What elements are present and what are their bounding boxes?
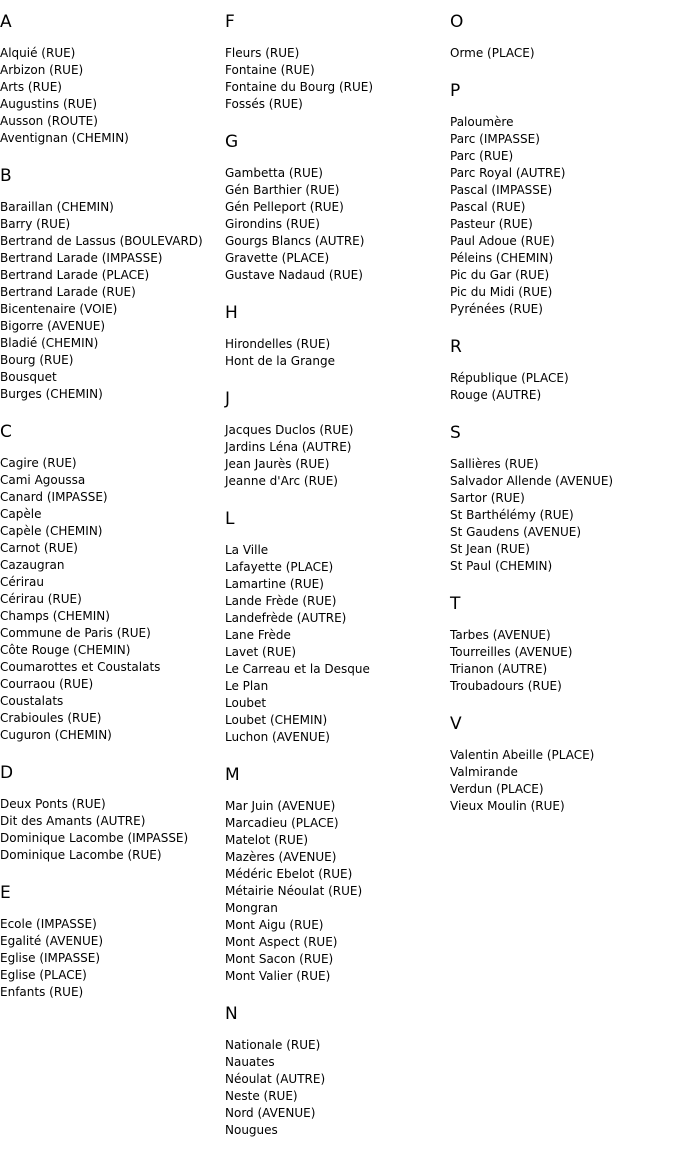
street-link[interactable]: Bigorre (AVENUE) [0,319,106,333]
street-link[interactable]: Landefrède (AUTRE) [225,611,347,625]
street-link[interactable]: Deux Ponts (RUE) [0,797,106,811]
street-link[interactable]: Loubet (CHEMIN) [225,713,328,727]
street-link[interactable]: République (PLACE) [450,371,569,385]
street-link[interactable]: Coustalats [0,694,64,708]
street-link[interactable]: St Barthélémy (RUE) [450,508,574,522]
street-link[interactable]: Girondins (RUE) [225,217,320,231]
street-link[interactable]: Gén Pelleport (RUE) [225,200,344,214]
street-link[interactable]: Métairie Néoulat (RUE) [225,884,363,898]
letter-group [225,303,450,370]
street-link[interactable]: Mont Aigu (RUE) [225,918,324,932]
street-link[interactable]: Capèle [0,507,42,521]
letter-heading: H [225,303,238,323]
letter-heading: G [225,132,239,152]
street-link[interactable]: Arts (RUE) [0,80,62,94]
street-link[interactable]: Orme (PLACE) [450,46,535,60]
street-list [0,199,225,403]
letter-heading: T [450,594,461,614]
street-link[interactable]: Pasteur (RUE) [450,217,533,231]
street-list [0,796,225,864]
street-list [450,456,675,575]
street-link[interactable]: Marcadieu (PLACE) [225,816,339,830]
street-index [0,12,675,1158]
street-link[interactable]: Enfants (RUE) [0,985,84,999]
street-link[interactable]: Gén Barthier (RUE) [225,183,340,197]
letter-group [0,12,225,147]
street-link[interactable]: Dominique Lacombe (RUE) [0,848,162,862]
street-list [225,1037,450,1139]
street-link[interactable]: Bertrand Larade (RUE) [0,285,136,299]
street-link[interactable]: St Gaudens (AVENUE) [450,525,582,539]
street-link[interactable]: Burges (CHEMIN) [0,387,103,401]
street-list [0,45,225,147]
street-link[interactable]: Arbizon (RUE) [0,63,84,77]
letter-group [0,883,225,1001]
street-link[interactable]: Eglise (IMPASSE) [0,951,101,965]
street-link[interactable]: Commune de Paris (RUE) [0,626,151,640]
street-link[interactable]: Nougues [225,1123,278,1137]
street-link[interactable]: Fleurs (RUE) [225,46,300,60]
letter-heading: F [225,12,235,32]
letter-group [450,714,675,815]
street-link[interactable]: Mont Sacon (RUE) [225,952,334,966]
street-link[interactable]: Cazaugran [0,558,65,572]
street-link[interactable]: Néoulat (AUTRE) [225,1072,326,1086]
street-link[interactable]: Pascal (IMPASSE) [450,183,553,197]
letter-group [450,12,675,62]
letter-heading: V [450,714,462,734]
street-link[interactable]: Lande Frède (RUE) [225,594,337,608]
letter-group [450,423,675,575]
street-link[interactable]: Courraou (RUE) [0,677,94,691]
street-link[interactable]: Luchon (AVENUE) [225,730,330,744]
letter-group [0,422,225,744]
street-link[interactable]: Bertrand de Lassus (BOULEVARD) [0,234,203,248]
street-link[interactable]: Jardins Léna (AUTRE) [225,440,352,454]
letter-group [0,763,225,864]
street-link[interactable]: Pic du Gar (RUE) [450,268,550,282]
street-link[interactable]: Lane Frède [225,628,291,642]
street-list [450,627,675,695]
street-link[interactable]: Loubet [225,696,267,710]
street-link[interactable]: Gustave Nadaud (RUE) [225,268,363,282]
letter-heading: N [225,1004,238,1024]
letter-heading: S [450,423,461,443]
letter-heading: C [0,422,12,442]
street-list [225,336,450,370]
street-link[interactable]: Matelot (RUE) [225,833,309,847]
street-link[interactable]: Jacques Duclos (RUE) [225,423,354,437]
letter-group [450,337,675,404]
street-link[interactable]: Lafayette (PLACE) [225,560,334,574]
street-link[interactable]: Rouge (AUTRE) [450,388,542,402]
street-link[interactable]: Bertrand Larade (PLACE) [0,268,150,282]
street-list [225,165,450,284]
street-link[interactable]: Pic du Midi (RUE) [450,285,553,299]
street-list [450,370,675,404]
street-link[interactable]: Gambetta (RUE) [225,166,323,180]
street-link[interactable]: Cuguron (CHEMIN) [0,728,112,742]
street-link[interactable]: Tourreilles (AVENUE) [450,645,573,659]
street-list [225,542,450,746]
street-link[interactable]: Bicentenaire (VOIE) [0,302,118,316]
street-link[interactable]: Nord (AVENUE) [225,1106,316,1120]
street-link[interactable]: Fontaine (RUE) [225,63,315,77]
street-list [225,45,450,113]
street-link[interactable]: Lavet (RUE) [225,645,297,659]
street-link[interactable]: Hont de la Grange [225,354,335,368]
street-list [225,798,450,985]
street-list [225,422,450,490]
street-link[interactable]: Aventignan (CHEMIN) [0,131,129,145]
letter-group [450,81,675,318]
street-link[interactable]: Paloumère [450,115,514,129]
street-list [450,114,675,318]
street-link[interactable]: Fontaine du Bourg (RUE) [225,80,374,94]
street-link[interactable]: Egalité (AVENUE) [0,934,104,948]
index-column [225,12,450,1158]
street-link[interactable]: Jean Jaurès (RUE) [225,457,330,471]
street-list [0,455,225,744]
street-link[interactable]: Trianon (AUTRE) [450,662,548,676]
street-link[interactable]: Nauates [225,1055,275,1069]
street-link[interactable]: Mongran [225,901,278,915]
street-link[interactable]: Neste (RUE) [225,1089,298,1103]
street-link[interactable]: Mar Juin (AVENUE) [225,799,336,813]
street-link[interactable]: Pascal (RUE) [450,200,526,214]
street-link[interactable]: La Ville [225,543,269,557]
street-link[interactable]: Ausson (ROUTE) [0,114,98,128]
street-link[interactable]: Canard (IMPASSE) [0,490,108,504]
letter-heading: R [450,337,462,357]
street-link[interactable]: Gourgs Blancs (AUTRE) [225,234,365,248]
street-link[interactable]: Bladié (CHEMIN) [0,336,99,350]
street-link[interactable]: Médéric Ebelot (RUE) [225,867,353,881]
letter-group [225,765,450,985]
letter-heading: L [225,509,235,529]
street-link[interactable]: Sartor (RUE) [450,491,525,505]
street-link[interactable]: Coumarottes et Coustalats [0,660,161,674]
letter-group [225,389,450,490]
street-list [0,916,225,1001]
street-link[interactable]: Crabioules (RUE) [0,711,102,725]
street-link[interactable]: St Paul (CHEMIN) [450,559,553,573]
street-link[interactable]: Sallières (RUE) [450,457,539,471]
street-link[interactable]: Tarbes (AVENUE) [450,628,551,642]
street-link[interactable]: Eglise (PLACE) [0,968,87,982]
letter-group [225,12,450,113]
street-link[interactable]: Nationale (RUE) [225,1038,321,1052]
street-link[interactable]: Baraillan (CHEMIN) [0,200,114,214]
street-link[interactable]: Le Carreau et la Desque [225,662,370,676]
street-link[interactable]: Lamartine (RUE) [225,577,324,591]
street-link[interactable]: Pyrénées (RUE) [450,302,543,316]
street-link[interactable]: Capèle (CHEMIN) [0,524,103,538]
index-column [0,12,225,1020]
index-column [450,12,675,834]
street-link[interactable]: Bertrand Larade (IMPASSE) [0,251,163,265]
street-link[interactable]: Augustins (RUE) [0,97,98,111]
street-link[interactable]: Ecole (IMPASSE) [0,917,97,931]
letter-heading: O [450,12,464,32]
street-link[interactable]: Parc (RUE) [450,149,514,163]
letter-group [225,132,450,284]
letter-heading: M [225,765,240,785]
letter-heading: D [0,763,14,783]
street-link[interactable]: Salvador Allende (AVENUE) [450,474,614,488]
street-link[interactable]: Parc Royal (AUTRE) [450,166,566,180]
letter-heading: J [225,389,231,409]
street-link[interactable]: Péleins (CHEMIN) [450,251,554,265]
street-link[interactable]: Cérirau (RUE) [0,592,82,606]
street-link[interactable]: Bourg (RUE) [0,353,74,367]
letter-heading: E [0,883,11,903]
letter-heading: P [450,81,461,101]
street-link[interactable]: Cagire (RUE) [0,456,77,470]
street-link[interactable]: Cami Agoussa [0,473,86,487]
street-link[interactable]: St Jean (RUE) [450,542,530,556]
street-link[interactable]: Bousquet [0,370,57,384]
street-link[interactable]: Mont Valier (RUE) [225,969,331,983]
street-link[interactable]: Verdun (PLACE) [450,782,544,796]
letter-group [0,166,225,403]
street-link[interactable]: Barry (RUE) [0,217,71,231]
street-link[interactable]: Vieux Moulin (RUE) [450,799,565,813]
street-link[interactable]: Jeanne d'Arc (RUE) [225,474,338,488]
street-link[interactable]: Alquié (RUE) [0,46,76,60]
street-link[interactable]: Dominique Lacombe (IMPASSE) [0,831,189,845]
street-list [450,747,675,815]
street-link[interactable]: Côte Rouge (CHEMIN) [0,643,131,657]
letter-group [225,509,450,746]
letter-heading: B [0,166,12,186]
street-link[interactable]: Mont Aspect (RUE) [225,935,338,949]
street-link[interactable]: Hirondelles (RUE) [225,337,331,351]
street-link[interactable]: Parc (IMPASSE) [450,132,540,146]
street-link[interactable]: Valentin Abeille (PLACE) [450,748,595,762]
street-list [450,45,675,62]
street-link[interactable]: Champs (CHEMIN) [0,609,110,623]
street-link[interactable]: Fossés (RUE) [225,97,303,111]
street-link[interactable]: Le Plan [225,679,269,693]
street-link[interactable]: Cérirau [0,575,44,589]
street-link[interactable]: Paul Adoue (RUE) [450,234,555,248]
letter-group [225,1004,450,1139]
street-link[interactable]: Gravette (PLACE) [225,251,330,265]
street-link[interactable]: Carnot (RUE) [0,541,78,555]
street-link[interactable]: Troubadours (RUE) [450,679,562,693]
letter-group [450,594,675,695]
street-link[interactable]: Dit des Amants (AUTRE) [0,814,146,828]
letter-heading: A [0,12,12,32]
street-link[interactable]: Valmirande [450,765,518,779]
street-link[interactable]: Mazères (AVENUE) [225,850,337,864]
